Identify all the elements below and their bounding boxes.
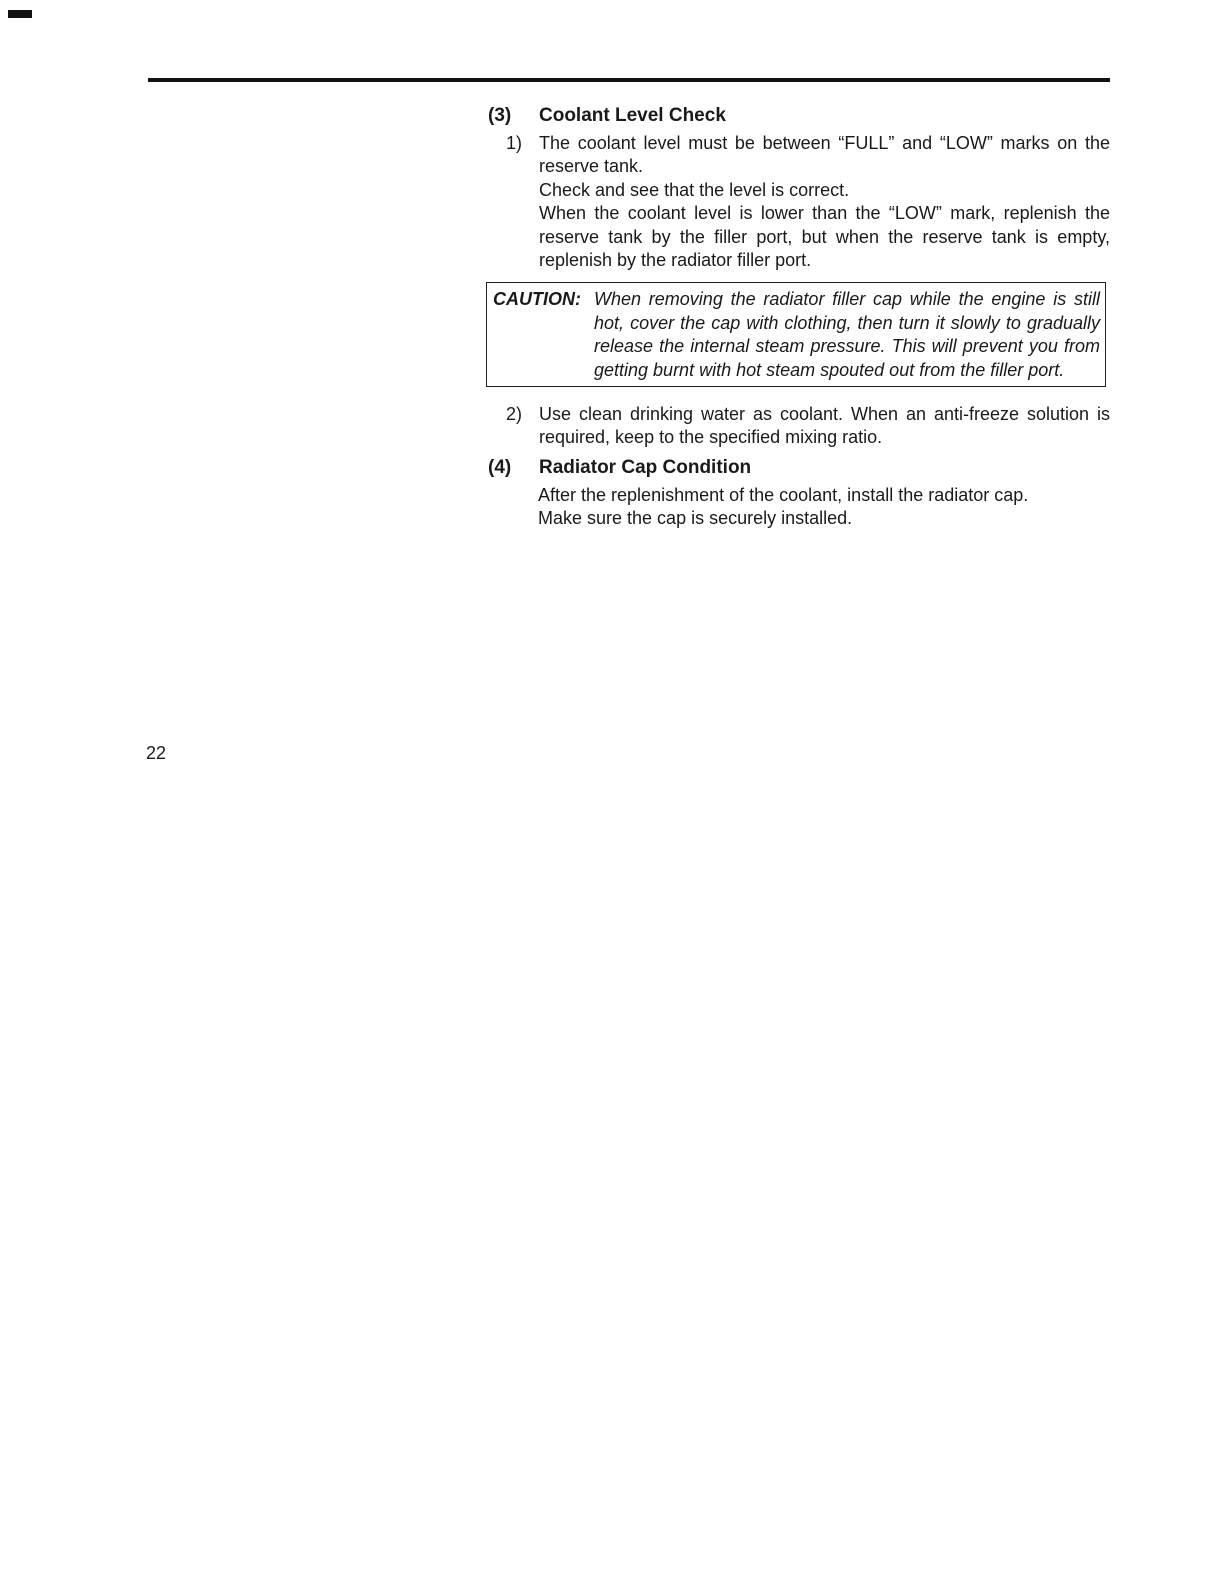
section-title: Radiator Cap Condition [539,456,752,478]
section-heading-coolant-level [488,104,1110,128]
item-paragraph: Check and see that the level is correct. [539,179,850,200]
section-title: Coolant Level Check [539,105,726,126]
caution-box [486,282,1106,387]
item-body [539,132,1110,272]
list-item-2 [488,403,1110,450]
caution-text: When removing the radiator filler cap while the engine is still hot, cover the cap with clothing, then turn it slowly to gradually release the internal steam pressure. This will prevent you from getting burnt with hot steam spouted out from the filler port. [594,289,1100,380]
section-number: (3) [488,105,512,126]
item-body [539,403,1110,450]
item-paragraph: When the coolant level is lower than the “LOW” mark, replenish the reserve tank by the filler port, but when the reserve tank is empty, replenish by the radiator filler port. [539,203,1110,271]
caution-label: CAUTION: [493,289,581,310]
body-line: After the replenishment of the coolant, install the radiator cap. [538,484,1029,505]
item-paragraph: Use clean drinking water as coolant. When an anti-freeze solution is required, keep to the specified mixing ratio. [539,404,1110,448]
page-number: 22 [146,743,167,763]
item-paragraph: The coolant level must be between “FULL” and “LOW” marks on the reserve tank. [539,133,1110,177]
header-rule [148,78,1110,82]
item-number: 2) [506,404,523,425]
list-item-1 [488,132,1110,272]
section-heading-radiator-cap [488,456,1110,480]
section-body [488,484,1110,531]
scan-corner-mark [8,10,32,18]
item-number: 1) [506,133,523,153]
body-line: Make sure the cap is securely installed. [538,508,853,529]
section-number: (4) [488,456,512,478]
main-content [488,104,1110,531]
